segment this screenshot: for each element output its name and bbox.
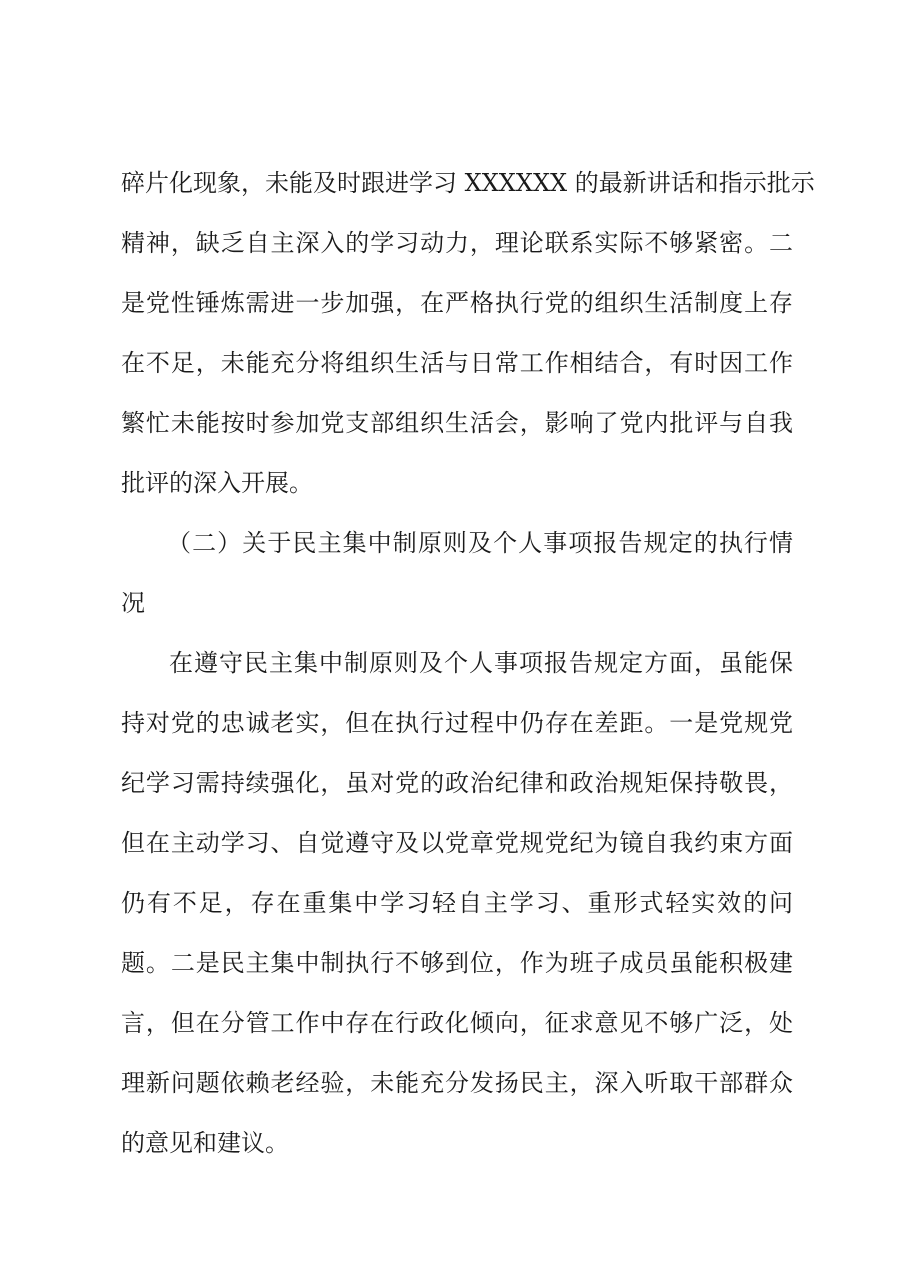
paragraph-1-line-3: 是党性锤炼需进一步加强，在严格执行党的组织生活制度上存 bbox=[121, 289, 793, 317]
paragraph-2-line-6: 题。二是民主集中制执行不够到位，作为班子成员虽能积极建 bbox=[121, 949, 793, 977]
paragraph-2-line-5: 仍有不足，存在重集中学习轻自主学习、重形式轻实效的问 bbox=[121, 889, 793, 917]
paragraph-2-line-8: 理新问题依赖老经验，未能充分发扬民主，深入听取干部群众 bbox=[121, 1069, 793, 1097]
paragraph-2-line-3: 纪学习需持续强化，虽对党的政治纪律和政治规矩保持敬畏， bbox=[121, 769, 793, 797]
paragraph-2-line-2: 持对党的忠诚老实，但在执行过程中仍存在差距。一是党规党 bbox=[121, 709, 793, 737]
paragraph-2-line-1: 在遵守民主集中制原则及个人事项报告规定方面，虽能保 bbox=[169, 649, 793, 677]
paragraph-1-line-5: 繁忙未能按时参加党支部组织生活会，影响了党内批评与自我 bbox=[121, 409, 793, 437]
paragraph-1-line-4: 在不足，未能充分将组织生活与日常工作相结合，有时因工作 bbox=[121, 349, 793, 377]
paragraph-2-line-9: 的意见和建议。 bbox=[121, 1129, 289, 1157]
paragraph-2-line-7: 言，但在分管工作中存在行政化倾向，征求意见不够广泛，处 bbox=[121, 1009, 793, 1037]
paragraph-1-line-1: 碎片化现象，未能及时跟进学习 XXXXXX 的最新讲话和指示批示 bbox=[121, 169, 815, 197]
paragraph-2-line-4: 但在主动学习、自觉遵守及以党章党规党纪为镜自我约束方面 bbox=[121, 829, 793, 857]
section-heading-line-2: 况 bbox=[121, 589, 145, 617]
paragraph-1-line-6: 批评的深入开展。 bbox=[121, 469, 313, 497]
paragraph-1-line-2: 精神，缺乏自主深入的学习动力，理论联系实际不够紧密。二 bbox=[121, 229, 793, 257]
section-heading-line-1: （二）关于民主集中制原则及个人事项报告规定的执行情 bbox=[167, 529, 793, 557]
